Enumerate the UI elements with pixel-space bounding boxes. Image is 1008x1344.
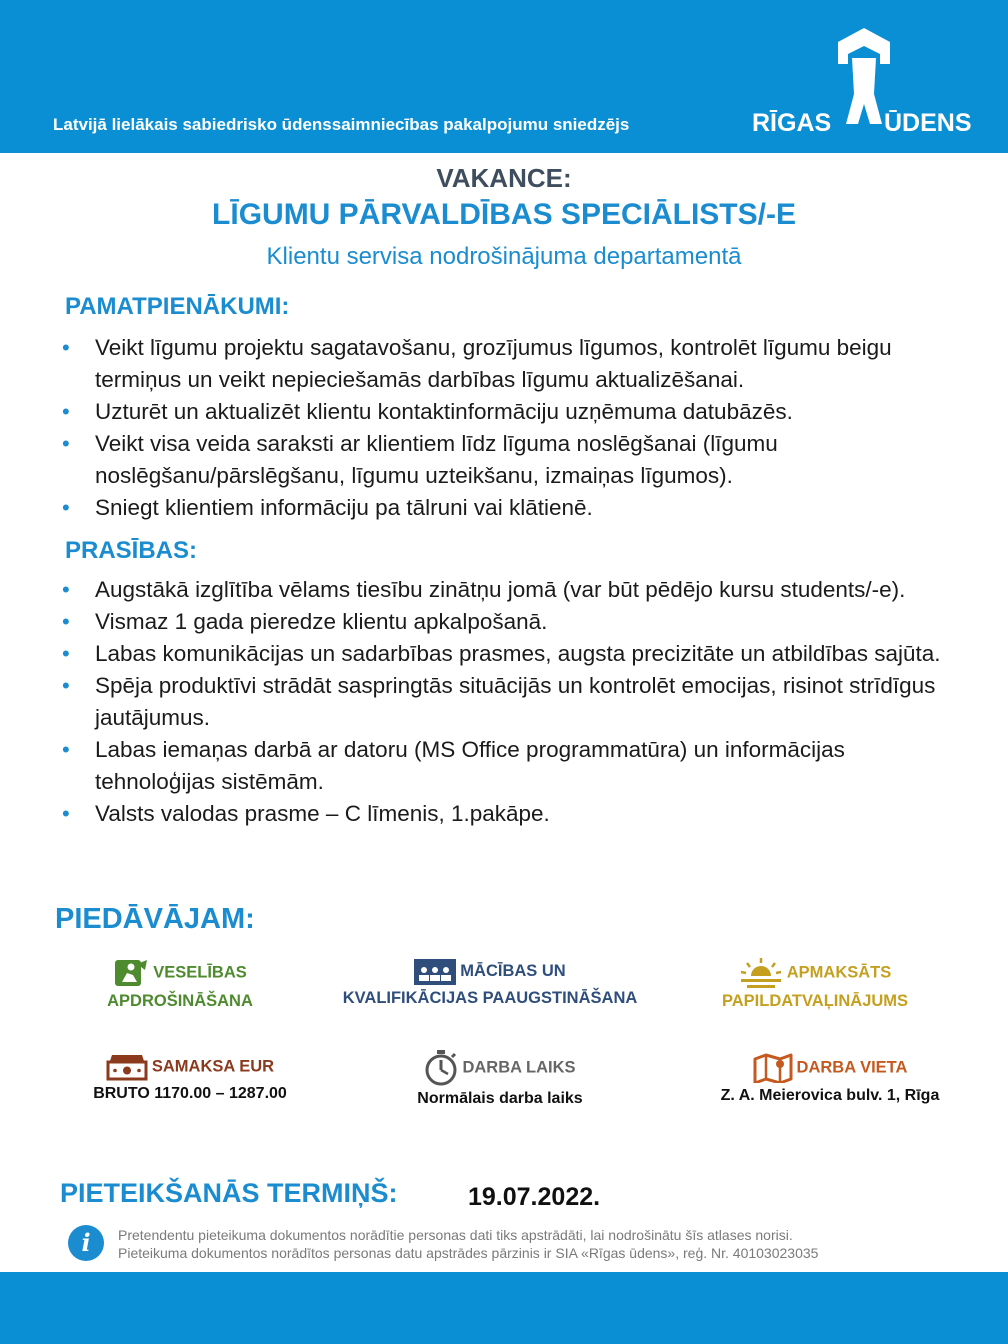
benefit-vacation-line2: PAPILDATVAĻINĀJUMS: [721, 992, 909, 1010]
company-tagline: Latvijā lielākais sabiedrisko ūdenssaimniecības pakalpojumu sniedzējs: [53, 115, 630, 134]
privacy-line1: Pretendentu pieteikuma dokumentos norādītie personas dati tiks apstrādāti, lai nodrošinātu šīs atlases norisi.: [118, 1227, 793, 1243]
training-icon: [414, 959, 456, 985]
privacy-line2: Pieteikuma dokumentos norādītos personas datu apstrādes pārzinis ir SIA «Rīgas ūdens», reģ. Nr. 40103023035: [118, 1245, 819, 1261]
list-item: • Labas iemaņas darbā ar datoru (MS Office programmatūra) un informācijas tehnoloģijas sistēmām.: [60, 734, 960, 798]
benefit-health-line1: VESELĪBAS: [153, 963, 247, 982]
hours-label: DARBA LAIKS: [462, 1058, 576, 1077]
hours-block: [360, 1050, 640, 1108]
offer-heading: PIEDĀVĀJAM:: [55, 903, 255, 935]
benefit-training-line1: MĀCĪBAS UN: [460, 962, 566, 980]
list-item: • Vismaz 1 gada pieredze klientu apkalpošanā.: [60, 606, 960, 638]
place-block: [680, 1053, 980, 1105]
duties-heading: PAMATPIENĀKUMI:: [65, 293, 290, 320]
benefit-vacation: [690, 958, 940, 1014]
vacancy-label: VAKANCE:: [436, 163, 572, 193]
bottom-bar: [0, 1272, 1008, 1344]
place-value: Z. A. Meierovica bulv. 1, Rīga: [720, 1087, 940, 1104]
rigas-udens-logo: [752, 24, 982, 139]
logo-text-left: RĪGAS: [752, 109, 832, 137]
benefit-training: [320, 958, 660, 1011]
benefit-health-line2: APDROŠINĀŠANA: [107, 992, 253, 1010]
department: Klientu servisa nodrošinājuma departamentā: [266, 243, 742, 270]
list-item: • Labas komunikācijas un sadarbības prasmes, augsta precizitāte un atbildības sajūta.: [60, 638, 960, 670]
health-icon: [113, 958, 149, 988]
job-title: LĪGUMU PĀRVALDĪBAS SPECIĀLISTS/-E: [212, 198, 796, 231]
list-item: • Veikt līgumu projektu sagatavošanu, grozījumus līgumos, kontrolēt līgumu beigu termiņus un veikt nepieciešamās darbības līgumu aktualizēšanai.: [60, 332, 960, 396]
benefit-vacation-line1: APMAKSĀTS: [786, 963, 892, 982]
sunrise-icon: [739, 958, 783, 988]
requirements-heading: PRASĪBAS:: [65, 537, 198, 564]
privacy-notice: [118, 1226, 988, 1262]
salary-value: BRUTO 1170.00 – 1287.00: [93, 1085, 287, 1102]
list-item: • Veikt visa veida saraksti ar klientiem līdz līguma noslēgšanai (līgumu noslēgšanu/pārslēgšanu, līgumu uzteikšanu, izmaiņas līgumos).: [60, 428, 960, 492]
benefit-health: [80, 958, 280, 1014]
list-item: • Spēja produktīvi strādāt saspringtās situācijās un kontrolēt emocijas, risinot strīdīgus jautājumus.: [60, 670, 960, 734]
requirements-list: [60, 574, 960, 830]
list-item: • Valsts valodas prasme – C līmenis, 1.pakāpe.: [60, 798, 960, 830]
map-icon: [753, 1053, 793, 1083]
duties-list: [60, 332, 960, 524]
money-icon: [106, 1053, 148, 1081]
place-label: DARBA VIETA: [796, 1058, 908, 1077]
deadline-label: PIETEIKŠANĀS TERMIŅŠ:: [60, 1178, 398, 1208]
info-icon: i: [68, 1225, 104, 1261]
deadline-date: 19.07.2022.: [468, 1183, 601, 1211]
salary-block: [55, 1053, 325, 1103]
salary-label: SAMAKSA EUR: [151, 1057, 275, 1076]
stopwatch-icon: [424, 1050, 458, 1086]
list-item: • Sniegt klientiem informāciju pa tālruni vai klātienē.: [60, 492, 960, 524]
benefit-training-line2: KVALIFIKĀCIJAS PAAUGSTINĀŠANA: [342, 988, 638, 1007]
list-item: • Augstākā izglītība vēlams tiesību zinātņu jomā (var būt pēdējo kursu students/-e).: [60, 574, 960, 606]
hours-value: Normālais darba laiks: [417, 1090, 583, 1107]
list-item: • Uzturēt un aktualizēt klientu kontaktinformāciju uzņēmuma datubāzēs.: [60, 396, 960, 428]
logo-text-right: ŪDENS: [884, 109, 972, 137]
